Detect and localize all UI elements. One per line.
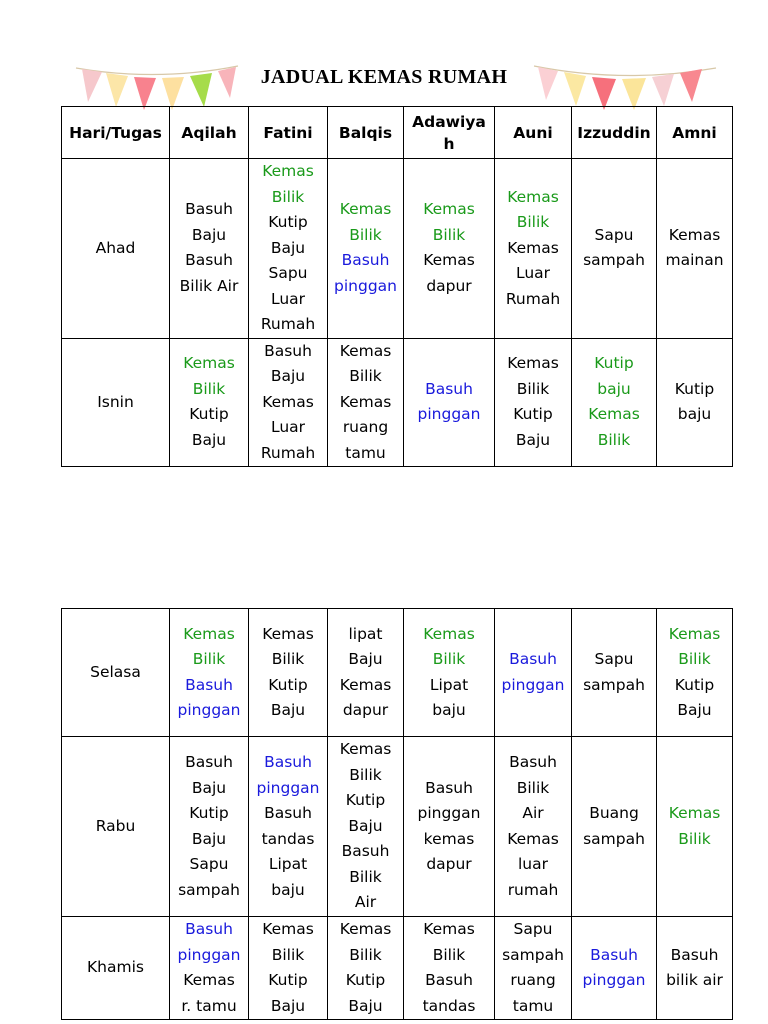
task-line: Kemas (339, 200, 392, 219)
task-line: Bilik (349, 367, 382, 385)
task-cell (495, 159, 572, 339)
task-line: pinggan (177, 945, 241, 964)
day-cell: Khamis (62, 917, 170, 1020)
task-line: sampah (583, 675, 645, 694)
task-line: Basuh (341, 251, 390, 270)
header-label: Aqilah (181, 123, 237, 142)
task-line: pinggan (256, 778, 320, 797)
task-line: Kemas (262, 920, 314, 938)
task-line: pinggan (417, 804, 481, 822)
task-line: mainan (665, 251, 724, 270)
task-cell (657, 159, 733, 339)
task-line: sampah (583, 829, 645, 848)
task-line: Basuh (264, 341, 312, 360)
task-line: Basuh (185, 251, 233, 270)
task-line: Buang (589, 804, 639, 822)
task-line: Baju (348, 650, 383, 668)
task-line: Baju (191, 225, 227, 244)
task-line: Kemas (262, 162, 314, 180)
task-line: Kutip (345, 971, 386, 989)
task-line: Lipat (429, 675, 469, 694)
task-line: Basuh (185, 920, 233, 938)
header-row (62, 107, 733, 159)
task-cell (249, 338, 328, 467)
task-line: Baju (677, 701, 712, 719)
task-line: Kemas (668, 225, 721, 244)
task-line: Kemas (423, 920, 475, 938)
task-line: pinggan (501, 675, 565, 694)
task-line: Baju (191, 430, 227, 449)
table-row (62, 159, 733, 339)
task-line: Kemas (507, 829, 559, 848)
task-cell (495, 338, 572, 467)
task-line: Bilik (516, 778, 550, 797)
task-line: dapur (426, 855, 472, 873)
table-row (62, 737, 733, 917)
header-cell (328, 107, 404, 159)
task-cell (657, 917, 733, 1020)
task-cell (657, 609, 733, 737)
task-line: Sapu (594, 650, 634, 668)
task-line: Baju (270, 238, 306, 257)
task-line: Kemas (262, 392, 314, 411)
task-line: Bilik (432, 650, 466, 668)
task-line: Kemas (588, 405, 640, 424)
task-line: Kemas (339, 675, 392, 694)
task-line: Basuh (185, 200, 233, 219)
task-line: Bilik (192, 379, 226, 398)
task-line: Rumah (260, 315, 316, 333)
task-cell (657, 338, 733, 467)
task-line: Baju (515, 430, 551, 449)
task-line: rumah (507, 880, 559, 899)
task-line: baju (432, 701, 466, 719)
task-line: Sapu (594, 225, 634, 244)
task-line: Basuh (185, 675, 233, 694)
header-label: Amni (672, 123, 717, 142)
header-cell (170, 107, 249, 159)
day-cell: Ahad (62, 159, 170, 339)
task-cell (328, 917, 404, 1020)
task-line: Basuh (590, 945, 638, 964)
task-line: Kutip (674, 379, 715, 398)
task-line: Luar (270, 418, 306, 436)
table-body (62, 609, 733, 1020)
table-row (62, 917, 733, 1020)
task-line: Bilik (271, 187, 305, 206)
header-cell (249, 107, 328, 159)
task-cell (404, 338, 495, 467)
task-line: kemas (423, 829, 475, 848)
task-cell (170, 737, 249, 917)
task-line: Basuh (425, 778, 473, 797)
header-cell (62, 107, 170, 159)
header-label: Fatini (263, 123, 313, 142)
task-line: Baju (191, 829, 227, 848)
task-cell (404, 609, 495, 737)
task-line: Kutip (268, 213, 308, 231)
task-line: Kemas (507, 238, 559, 257)
task-line: Bilik (271, 945, 305, 964)
header-label: Adawiya (412, 112, 486, 131)
page-title: JADUAL KEMAS RUMAH (260, 66, 508, 88)
task-line: Kemas (668, 804, 721, 822)
task-line: Bilik (516, 379, 550, 398)
task-line: Sapu (189, 855, 229, 873)
task-cell (572, 737, 657, 917)
task-line: ruang (510, 971, 556, 989)
task-line: baju (597, 379, 631, 398)
table-body (62, 159, 733, 467)
task-line: Kutip (189, 405, 229, 424)
task-cell (495, 737, 572, 917)
task-line: Luar (270, 289, 306, 308)
task-cell (572, 159, 657, 339)
header-label: Balqis (338, 123, 393, 142)
task-cell (249, 737, 328, 917)
task-line: Kemas (507, 187, 559, 206)
task-line: ruang (342, 418, 389, 436)
task-line: Kemas (183, 971, 235, 989)
task-line: Basuh (509, 650, 557, 668)
header-cell (404, 107, 495, 159)
task-cell (404, 737, 495, 917)
task-line: Bilik Air (179, 276, 239, 295)
task-line: tandas (261, 829, 315, 848)
task-line: Kemas (183, 624, 235, 643)
task-line: Kutip (189, 804, 229, 822)
task-line: Air (522, 804, 544, 822)
task-line: Kemas (423, 251, 475, 270)
task-cell (170, 159, 249, 339)
task-line: Bilik (678, 829, 711, 848)
task-line: Kutip (594, 354, 634, 373)
task-line: Bilik (432, 945, 466, 964)
task-cell (572, 338, 657, 467)
task-cell (249, 917, 328, 1020)
task-line: tamu (512, 996, 554, 1015)
task-line: Bilik (678, 650, 711, 668)
task-line: Kemas (423, 624, 475, 643)
task-cell (572, 917, 657, 1020)
task-line: Kemas (339, 392, 392, 411)
task-line: Kutip (268, 971, 308, 989)
task-cell (328, 737, 404, 917)
task-line: Kemas (339, 740, 392, 759)
task-line: Basuh (264, 753, 312, 771)
task-cell (328, 159, 404, 339)
task-line: Kemas (339, 920, 392, 938)
header-cell (657, 107, 733, 159)
task-cell (572, 609, 657, 737)
task-cell (657, 737, 733, 917)
task-line: Luar (515, 264, 551, 282)
task-line: Sapu (513, 920, 553, 938)
table-row (62, 609, 733, 737)
schedule-table-bottom (61, 608, 733, 1020)
day-cell: Isnin (62, 338, 170, 467)
task-line: Bilik (597, 430, 631, 449)
task-line: Baju (348, 996, 383, 1015)
task-line: Basuh (341, 842, 390, 861)
task-line: Bilik (349, 225, 382, 244)
task-line: Lipat (268, 855, 308, 873)
task-line: sampah (583, 251, 645, 270)
task-line: Rumah (505, 289, 561, 308)
task-line: lipat (348, 624, 383, 643)
header-label: h (443, 134, 455, 153)
task-cell (404, 917, 495, 1020)
task-line: Bilik (349, 867, 382, 886)
task-line: Baju (191, 778, 227, 797)
task-line: Kutip (345, 791, 386, 810)
task-line: baju (677, 405, 712, 424)
table-row (62, 338, 733, 467)
task-line: pinggan (177, 701, 241, 719)
task-cell (170, 609, 249, 737)
task-cell (495, 917, 572, 1020)
header-label: Hari/Tugas (69, 123, 162, 142)
task-line: tamu (345, 443, 386, 462)
task-cell (249, 609, 328, 737)
task-cell (170, 338, 249, 467)
task-line: pinggan (417, 405, 481, 424)
task-line: bilik air (666, 971, 723, 989)
task-line: Kutip (268, 675, 308, 694)
task-cell (170, 917, 249, 1020)
task-line: Kemas (183, 354, 235, 373)
task-line: Baju (270, 367, 306, 385)
task-line: Kemas (668, 624, 721, 643)
task-cell (249, 159, 328, 339)
task-line: Bilik (516, 213, 550, 231)
task-line: Baju (270, 701, 306, 719)
task-line: Basuh (425, 379, 473, 398)
task-line: pinggan (582, 971, 646, 989)
header-cell (572, 107, 657, 159)
task-line: Sapu (268, 264, 308, 282)
header-cell (495, 107, 572, 159)
task-line: Bilik (349, 945, 382, 964)
task-line: dapur (426, 276, 472, 295)
task-line: dapur (342, 701, 389, 719)
task-cell (328, 338, 404, 467)
task-line: Basuh (185, 753, 233, 771)
day-cell: Rabu (62, 737, 170, 917)
task-line: tandas (422, 996, 476, 1015)
task-line: Basuh (425, 971, 473, 989)
task-cell (404, 159, 495, 339)
task-line: baju (271, 880, 305, 899)
task-line: Air (354, 893, 377, 912)
task-cell (495, 609, 572, 737)
task-line: luar (517, 855, 548, 873)
task-line: Baju (270, 996, 306, 1015)
task-line: Baju (348, 816, 383, 835)
task-line: pinggan (334, 276, 397, 295)
task-line: Kemas (262, 624, 314, 643)
task-line: Kemas (339, 341, 392, 360)
task-line: Bilik (271, 650, 305, 668)
task-line: sampah (502, 945, 564, 964)
task-line: Kemas (423, 200, 475, 219)
task-line: Rumah (260, 443, 316, 462)
task-line: Kutip (513, 405, 553, 424)
task-line: sampah (178, 880, 240, 899)
task-line: r. tamu (181, 996, 237, 1015)
task-line: Kutip (674, 675, 715, 694)
task-line: Basuh (670, 945, 719, 964)
header-label: Auni (513, 123, 553, 142)
task-line: Kemas (507, 354, 559, 373)
schedule-table-top (61, 106, 733, 467)
task-line: Bilik (192, 650, 226, 668)
task-line: Bilik (349, 765, 382, 784)
day-cell: Selasa (62, 609, 170, 737)
header-label: Izzuddin (577, 123, 651, 142)
task-cell (328, 609, 404, 737)
task-line: Bilik (432, 225, 466, 244)
task-line: Basuh (264, 804, 312, 822)
task-line: Basuh (509, 753, 557, 771)
